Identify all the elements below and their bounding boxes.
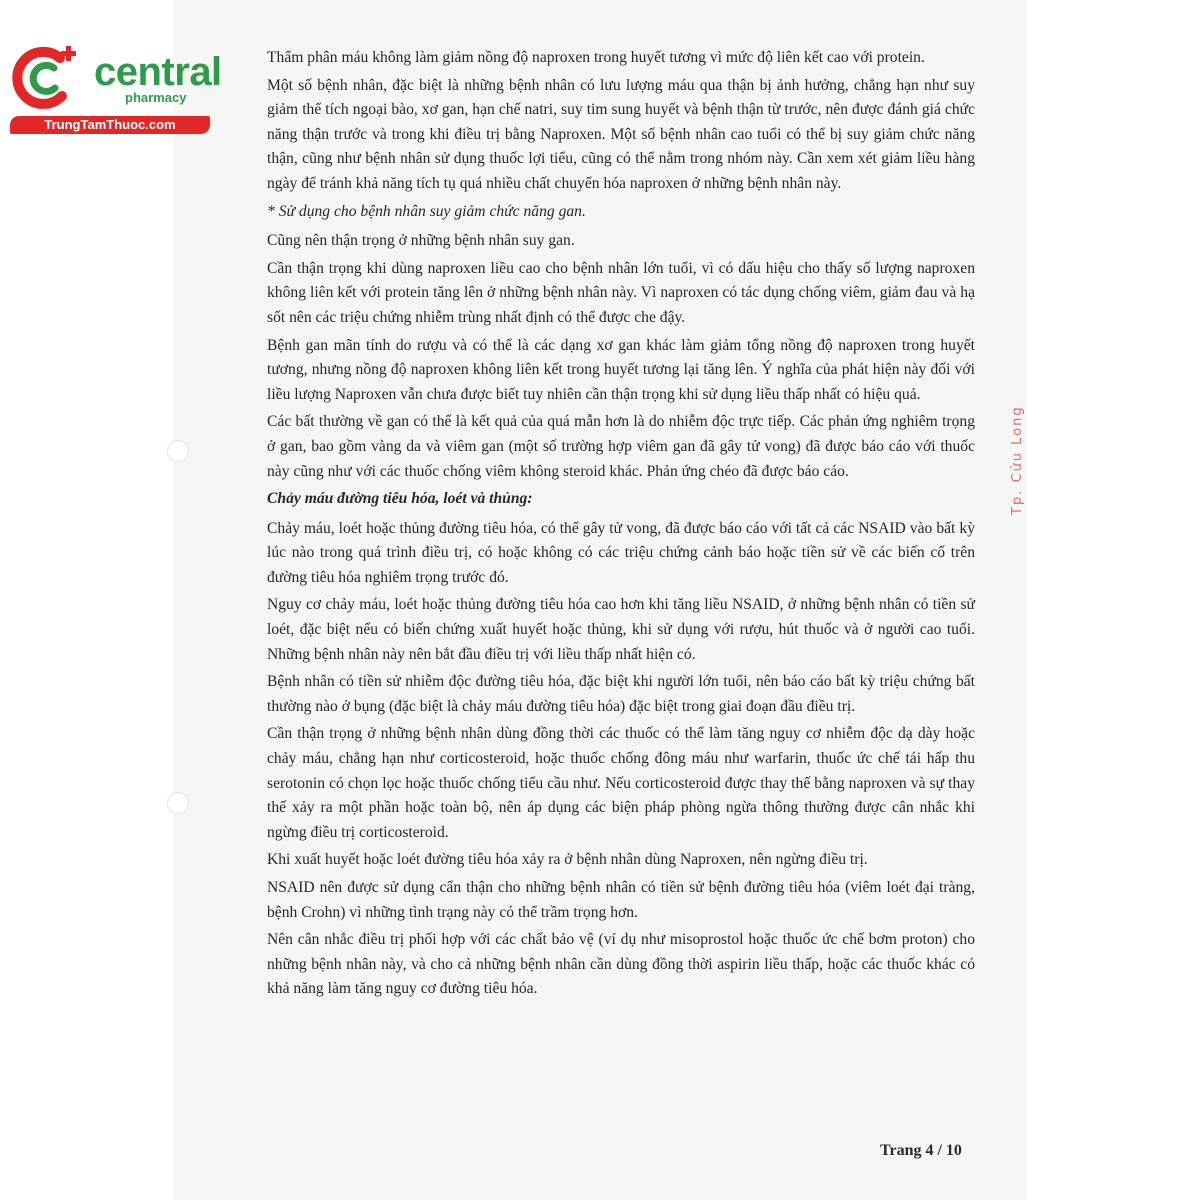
paragraph: NSAID nên được sử dụng cẩn thận cho những bệnh nhân có tiền sử bệnh đường tiêu hóa (viêm loét đại tràng, bệnh Crohn) vì những tình trạng này có thể trầm trọng hơn. [267, 879, 975, 921]
pharmacy-c-icon [10, 36, 82, 116]
punch-hole [167, 440, 189, 462]
page-number: Trang 4 / 10 [880, 1142, 962, 1159]
paragraph: Các bất thường về gan có thể là kết quả của quá mẫn hơn là do nhiễm độc trực tiếp. Các phản ứng nghiêm trọng ở gan, bao gồm vàng da và viêm gan (một số trường hợp viêm gan đã gây tử vong) đã được báo cáo với thuốc này cũng như với các thuốc chống viêm không steroid khác. Phản ứng chéo đã được báo cáo. [267, 413, 975, 480]
document-body [267, 46, 975, 1005]
punch-hole [167, 792, 189, 814]
paragraph: Nên cân nhắc điều trị phối hợp với các chất bảo vệ (ví dụ như misoprostol hoặc thuốc ức chế bơm proton) cho những bệnh nhân này, và cho cả những bệnh nhân cần dùng đồng thời aspirin liều thấp, hoặc các thuốc khác có khả năng làm tăng nguy cơ đường tiêu hóa. [267, 931, 975, 998]
section-subheading: * Sử dụng cho bệnh nhân suy giảm chức năng gan. [267, 202, 586, 220]
logo-site-link[interactable]: TrungTamThuoc.com [10, 116, 210, 134]
paragraph: Bệnh gan mãn tính do rượu và có thể là các dạng xơ gan khác làm giảm tổng nồng độ naproxen trong huyết tương, nhưng nồng độ naproxen không liên kết trong huyết tương lại tăng lên. Ý nghĩa của phát hiện này đối với liều lượng Naproxen vẫn chưa được biết tuy nhiên cần thận trọng khi sử dụng liều thấp nhất có hiệu quả. [267, 336, 975, 403]
central-pharmacy-logo[interactable] [10, 36, 222, 136]
logo-sub-text: pharmacy [125, 90, 187, 105]
paragraph: Cần thận trọng khi dùng naproxen liều cao cho bệnh nhân lớn tuổi, vì có dấu hiệu cho thấy số lượng naproxen không liên kết với protein tăng lên ở những bệnh nhân này. Vì naproxen có tác dụng chống viêm, giảm đau và hạ sốt nên các triệu chứng nhiễm trùng nhất định có thể được che đậy. [267, 259, 975, 326]
paragraph: Cũng nên thận trọng ở những bệnh nhân suy gan. [267, 232, 575, 250]
section-heading: Chảy máu đường tiêu hóa, loét và thủng: [267, 490, 533, 508]
paragraph: Bệnh nhân có tiền sử nhiễm độc đường tiêu hóa, đặc biệt khi người lớn tuổi, nên báo cáo bất kỳ triệu chứng bất thường nào ở bụng (đặc biệt là chảy máu đường tiêu hóa) đặc biệt trong giai đoạn đầu điều trị. [267, 673, 975, 715]
red-side-stamp: Tp. Cửu Long [1010, 405, 1025, 515]
logo-brand-text: central [94, 50, 222, 94]
paragraph: Khi xuất huyết hoặc loét đường tiêu hóa xảy ra ở bệnh nhân dùng Naproxen, nên ngừng điều trị. [267, 851, 868, 869]
paragraph: Chảy máu, loét hoặc thủng đường tiêu hóa, có thể gây tử vong, đã được báo cáo với tất cả các NSAID vào bất kỳ lúc nào trong quá trình điều trị, có hoặc không có các triệu chứng cảnh báo hoặc tiền sử về các biến cố trên đường tiêu hóa nghiêm trọng trước đó. [267, 519, 975, 586]
paragraph: Cần thận trọng ở những bệnh nhân dùng đồng thời các thuốc có thể làm tăng nguy cơ nhiễm độc dạ dày hoặc chảy máu, chẳng hạn như corticosteroid, hoặc thuốc chống đông máu như warfarin, thuốc ức chế tái hấp thu serotonin có chọn lọc hoặc thuốc chống tiểu cầu như. Nếu corticosteroid được thay thế bằng naproxen và sự thay thế xảy ra một phần hoặc toàn bộ, nên áp dụng các biện pháp phòng ngừa thông thường được cân nhắc khi ngừng điều trị corticosteroid. [267, 725, 975, 841]
paragraph: Thẩm phân máu không làm giảm nồng độ naproxen trong huyết tương vì mức độ liên kết cao với protein. [267, 49, 925, 66]
paragraph: Nguy cơ chảy máu, loét hoặc thủng đường tiêu hóa cao hơn khi tăng liều NSAID, ở những bệnh nhân có tiền sử loét, đặc biệt nếu có biến chứng xuất huyết hoặc thủng, khi sử dụng với rượu, hút thuốc và ở người cao tuổi. Những bệnh nhân này nên bắt đầu điều trị với liều thấp nhất hiện có. [267, 596, 975, 663]
paragraph: Một số bệnh nhân, đặc biệt là những bệnh nhân có lưu lượng máu qua thận bị ảnh hưởng, chẳng hạn như suy giảm thể tích ngoại bào, xơ gan, hạn chế natri, suy tim sung huyết và bệnh thận từ trước, nên được đánh giá chức năng thận trước và trong khi điều trị bằng Naproxen. Một số bệnh nhân cao tuổi có thể bị suy giảm chức năng thận, cũng như bệnh nhân sử dụng thuốc lợi tiểu, cũng có thể nằm trong nhóm này. Cần xem xét giảm liều hàng ngày để tránh khả năng tích tụ quá nhiều chất chuyển hóa naproxen ở những bệnh nhân này. [267, 76, 975, 192]
